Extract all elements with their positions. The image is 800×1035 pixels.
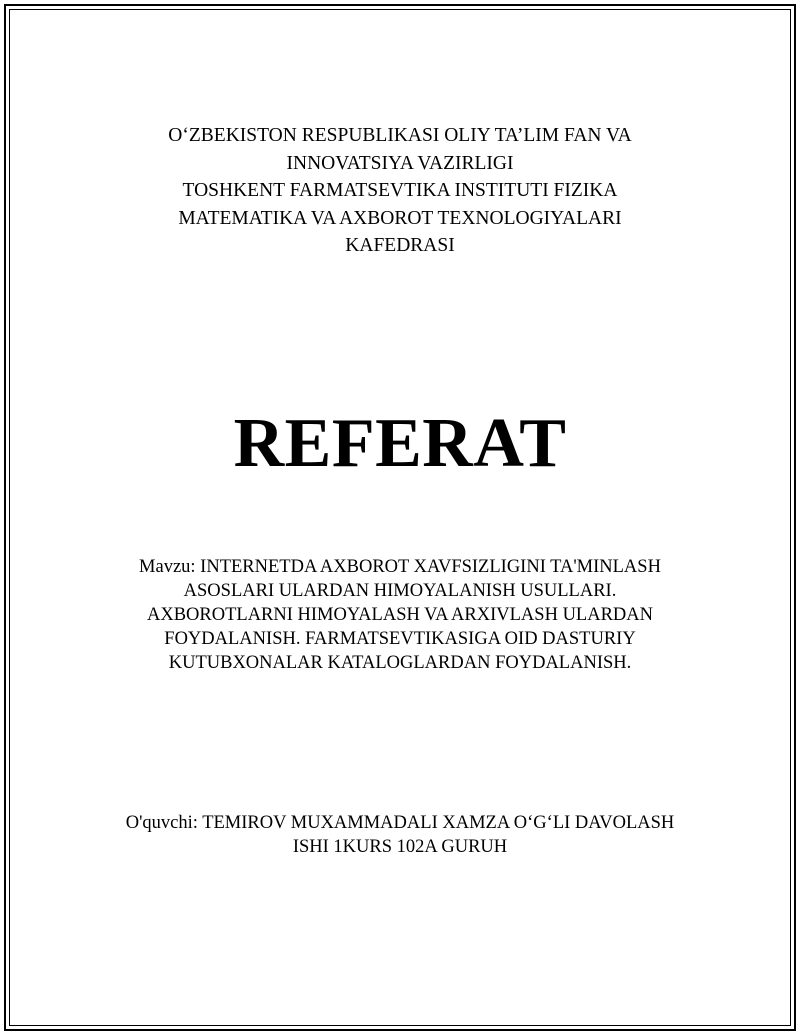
header-line: TOSHKENT FARMATSEVTIKA INSTITUTI FIZIKA <box>182 180 618 201</box>
topic-line: ASOSLARI ULARDAN HIMOYALANISH USULLARI. <box>183 581 617 601</box>
student-section <box>0 811 800 859</box>
header-line: KAFEDRASI <box>345 235 455 256</box>
topic-section <box>0 555 800 675</box>
header-line: O‘ZBEKISTON RESPUBLIKASI OLIY TA’LIM FAN VA <box>168 125 632 146</box>
header-line: MATEMATIKA VA AXBOROT TEXNOLOGIYALARI <box>178 207 622 229</box>
ministry-header <box>0 122 800 260</box>
student-line: O'quvchi: TEMIROV MUXAMMADALI XAMZA O‘G‘LI DAVOLASH <box>125 813 675 833</box>
topic-line: Mavzu: INTERNETDA AXBOROT XAVFSIZLIGINI TA'MINLASH <box>139 557 661 577</box>
header-line: INNOVATSIYA VAZIRLIGI <box>286 152 514 174</box>
student-line: ISHI 1KURS 102A GURUH <box>292 837 508 857</box>
document-title: REFERAT <box>233 405 567 482</box>
topic-line: KUTUBXONALAR KATALOGLARDAN FOYDALANISH. <box>168 653 632 673</box>
topic-line: FOYDALANISH. FARMATSEVTIKASIGA OID DASTURIY <box>164 629 636 649</box>
topic-line: AXBOROTLARNI HIMOYALASH VA ARXIVLASH ULARDAN <box>146 605 654 625</box>
